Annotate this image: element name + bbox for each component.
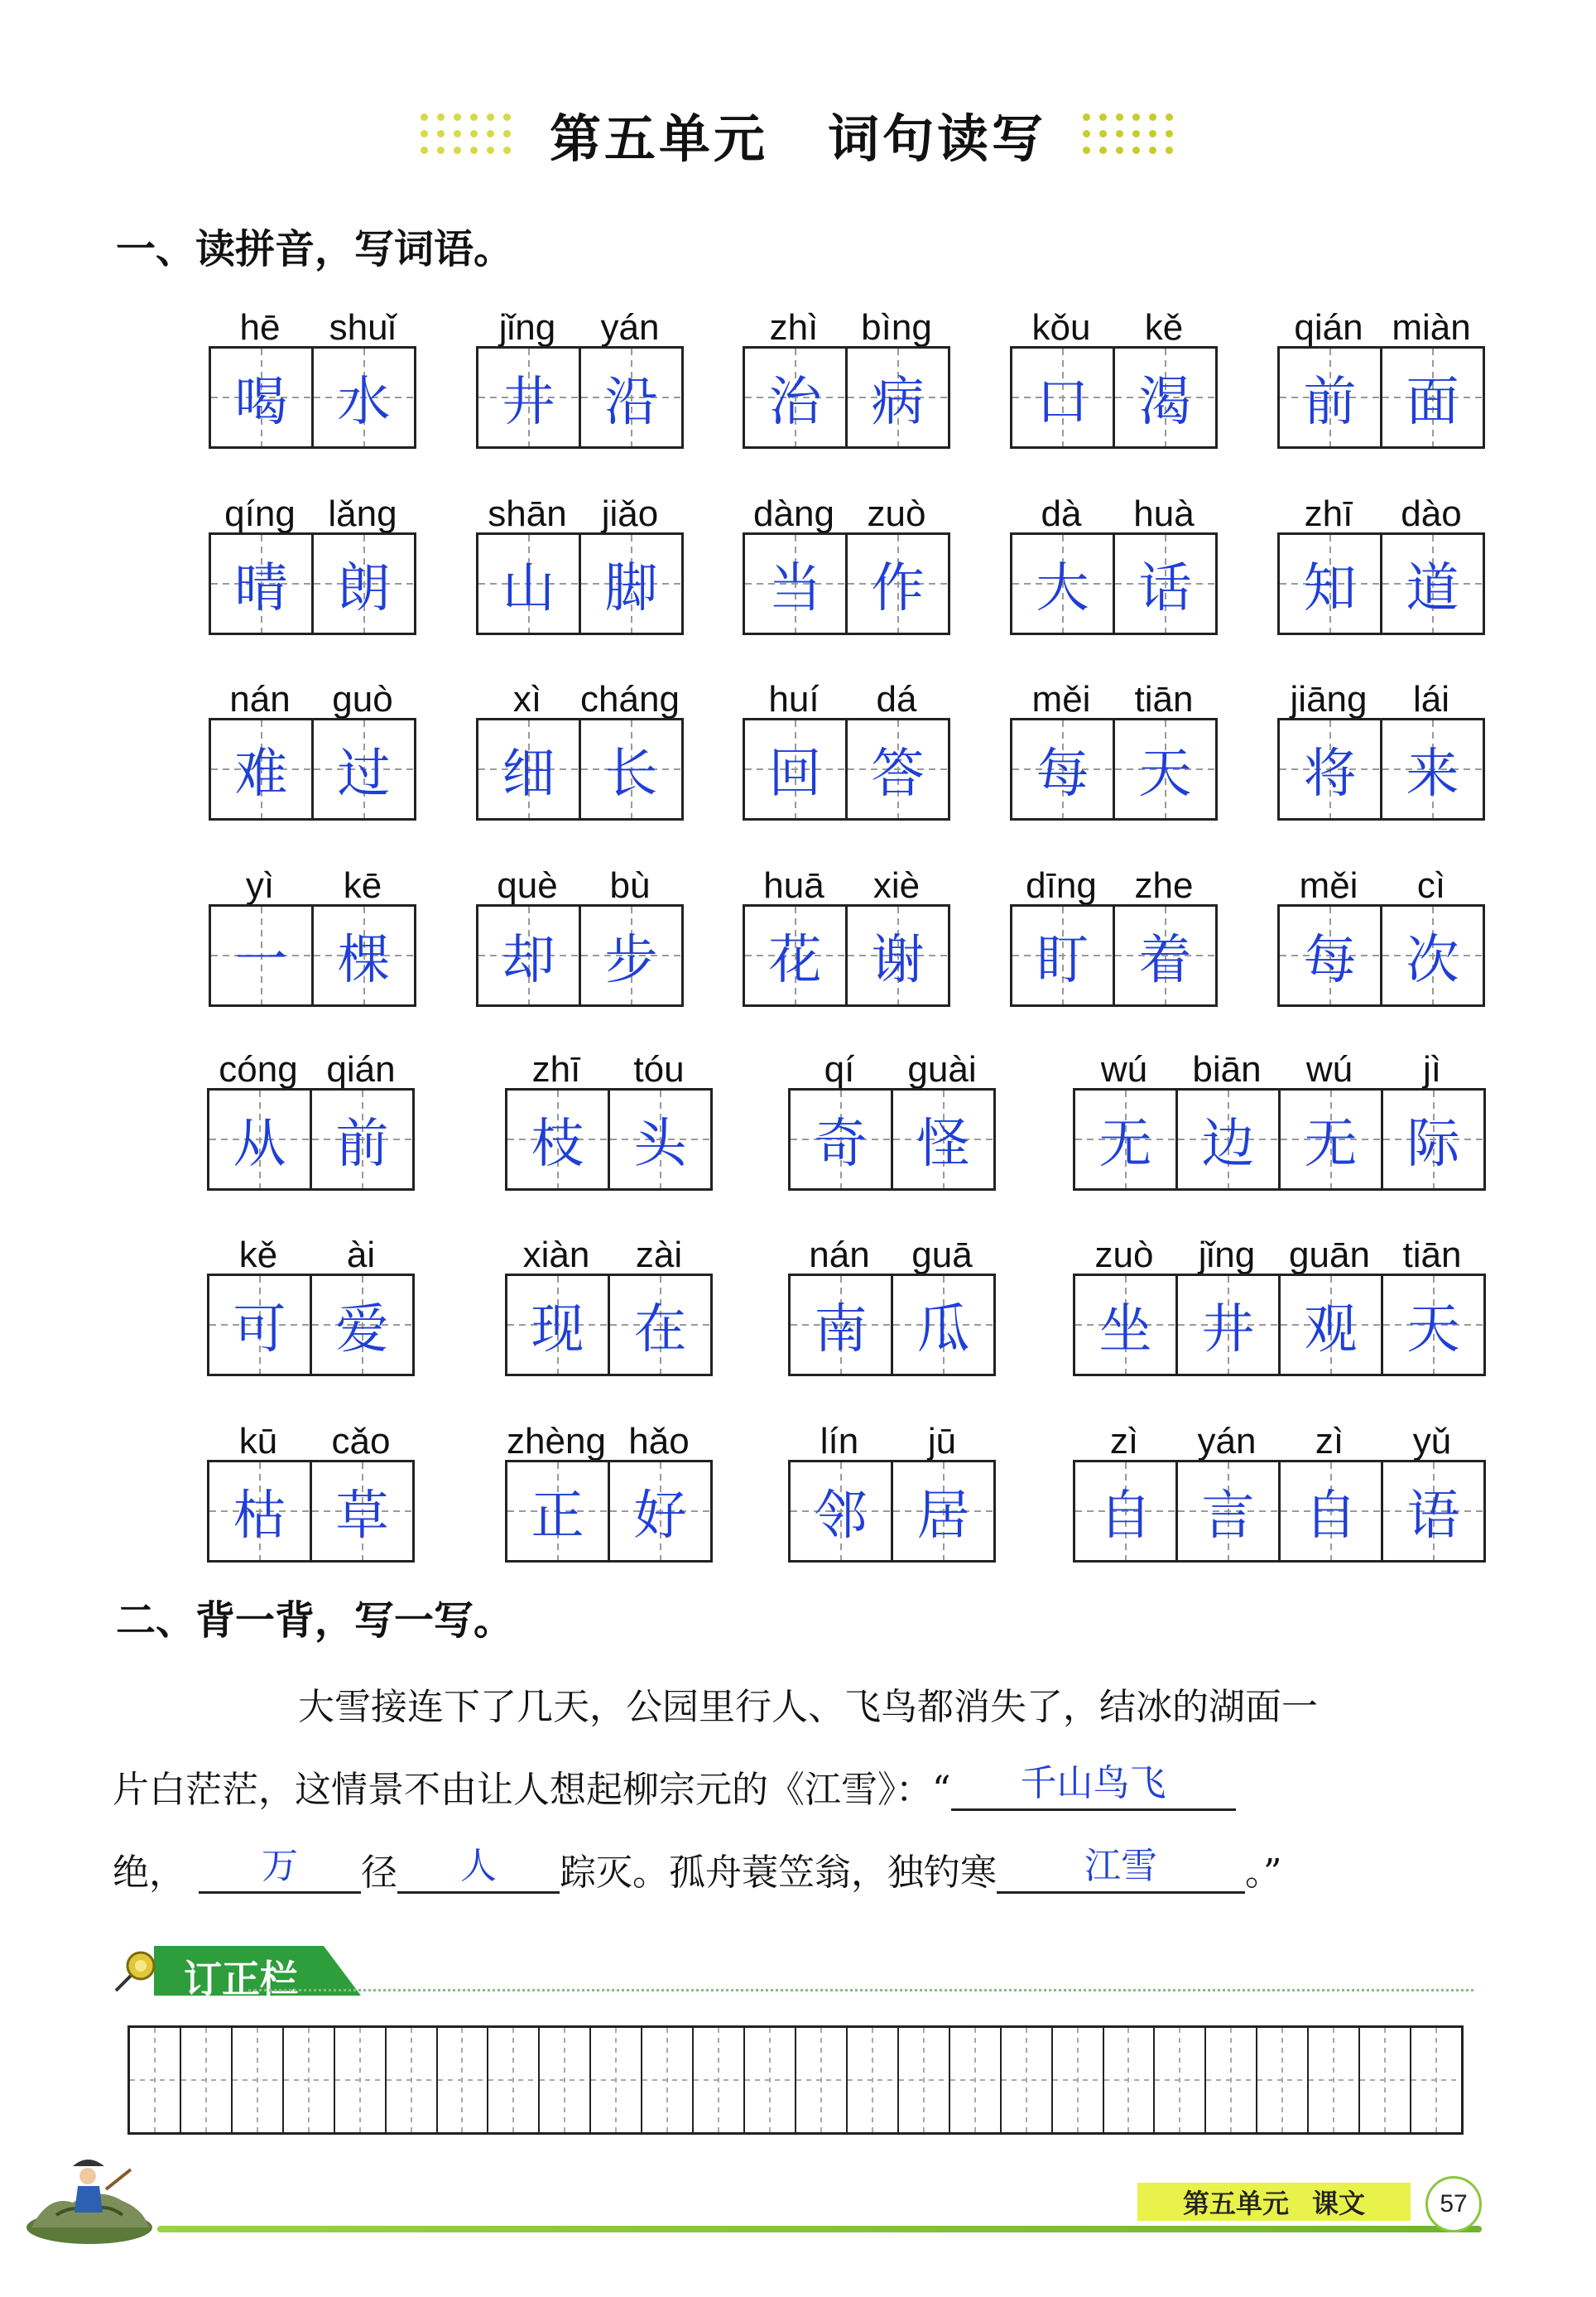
answer-character[interactable]: 次 — [1380, 907, 1483, 1004]
word-item — [207, 1402, 415, 1563]
answer-character[interactable]: 邻 — [791, 1462, 891, 1560]
answer-character[interactable]: 南 — [791, 1276, 891, 1374]
tianzige-boxes[interactable] — [207, 1274, 415, 1376]
pinyin-row — [209, 846, 416, 904]
page-title-bar — [0, 98, 1596, 171]
answer-character[interactable]: 天 — [1113, 720, 1215, 818]
word-item — [505, 1216, 713, 1376]
section1-heading: 一、读拼音，写词语。 — [116, 226, 514, 272]
pinyin-row — [743, 474, 950, 532]
answer-character[interactable]: 天 — [1381, 1276, 1483, 1374]
correction-grid[interactable] — [127, 2025, 1464, 2135]
pinyin-syllable: nán — [229, 679, 291, 720]
tianzige-boxes[interactable] — [209, 532, 416, 635]
correction-divider — [248, 1989, 1473, 1994]
pinyin-row — [207, 1216, 415, 1274]
pinyin-row — [505, 1030, 713, 1088]
answer-character[interactable]: 花 — [745, 907, 845, 1004]
answer-character[interactable]: 枝 — [507, 1091, 608, 1188]
pinyin-syllable: biān — [1192, 1049, 1262, 1090]
word-item — [1010, 660, 1218, 821]
passage-line-3 — [113, 1832, 1480, 1914]
pinyin-row — [1010, 846, 1218, 904]
answer-character[interactable]: 晴 — [211, 535, 311, 633]
tianzige-boxes[interactable] — [505, 1088, 713, 1191]
pinyin-syllable: jiǎo — [601, 494, 659, 534]
pinyin-row — [476, 474, 684, 532]
tianzige-boxes[interactable] — [207, 1460, 415, 1563]
tianzige-boxes[interactable] — [743, 346, 950, 449]
pinyin-row — [788, 1402, 996, 1460]
answer-character[interactable]: 回 — [745, 720, 845, 818]
pinyin-syllable: tiān — [1402, 1235, 1462, 1275]
pinyin-syllable: huā — [763, 865, 824, 906]
correction-cell[interactable] — [538, 2028, 589, 2132]
pinyin-syllable: jū — [927, 1421, 957, 1462]
pinyin-syllable: qí — [824, 1049, 855, 1090]
correction-cell[interactable] — [1358, 2028, 1410, 2132]
tianzige-boxes[interactable] — [1010, 532, 1218, 635]
pinyin-syllable: yǔ — [1412, 1421, 1452, 1462]
word-item — [1277, 660, 1485, 821]
answer-character[interactable]: 井 — [478, 349, 579, 446]
pinyin-syllable: guài — [907, 1049, 977, 1090]
correction-cell[interactable] — [897, 2028, 949, 2132]
word-item — [209, 846, 416, 1007]
answer-character[interactable]: 口 — [1012, 349, 1113, 446]
answer-character[interactable]: 井 — [1175, 1276, 1278, 1374]
decorative-dots-right — [1083, 113, 1175, 157]
pinyin-syllable: cǎo — [331, 1421, 391, 1462]
word-item — [788, 1216, 996, 1376]
correction-cell[interactable] — [949, 2028, 1000, 2132]
tianzige-boxes[interactable] — [1277, 346, 1485, 449]
tianzige-boxes[interactable] — [1277, 718, 1485, 821]
correction-cell[interactable] — [385, 2028, 436, 2132]
passage-text-3a: 绝， — [113, 1852, 185, 1894]
word-item — [476, 846, 684, 1007]
pinyin-syllable: tiān — [1134, 679, 1194, 720]
answer-character[interactable]: 脚 — [579, 535, 681, 633]
pinyin-row — [1073, 1030, 1486, 1088]
pinyin-syllable: zhe — [1134, 865, 1194, 906]
passage-line-1 — [205, 1666, 1480, 1749]
pinyin-syllable: dàng — [753, 494, 834, 534]
pinyin-syllable: lái — [1412, 679, 1450, 720]
answer-character[interactable]: 长 — [579, 720, 681, 818]
answer-character[interactable]: 枯 — [209, 1462, 310, 1560]
word-item — [743, 660, 950, 821]
correction-cell[interactable] — [846, 2028, 897, 2132]
answer-character[interactable]: 将 — [1280, 720, 1380, 818]
answer-character[interactable]: 山 — [478, 535, 579, 633]
answer-character[interactable]: 在 — [608, 1276, 710, 1374]
tianzige-boxes[interactable] — [1277, 904, 1485, 1007]
word-item — [476, 288, 684, 449]
pinyin-syllable: shuǐ — [329, 307, 397, 348]
footer-type: 课文 — [1312, 2188, 1366, 2219]
word-item — [1073, 1402, 1486, 1563]
word-item — [1073, 1030, 1486, 1191]
pinyin-syllable: huí — [768, 679, 820, 720]
tianzige-boxes[interactable] — [1277, 532, 1485, 635]
pinyin-syllable: zuò — [1094, 1235, 1154, 1275]
word-item — [209, 474, 416, 635]
answer-character[interactable]: 步 — [579, 907, 681, 1004]
answer-character[interactable]: 着 — [1113, 907, 1215, 1004]
pinyin-syllable: lǎng — [328, 494, 397, 534]
passage-text-1: 大雪接连下了几天，公园里行人、飞鸟都消失了，结冰的湖面一 — [298, 1686, 1318, 1728]
footer-scenery-icon — [23, 2136, 156, 2244]
title-unit: 第五单元 — [549, 108, 768, 169]
pinyin-syllable: jì — [1423, 1049, 1441, 1090]
pinyin-syllable: jǐng — [498, 307, 556, 348]
correction-cell[interactable] — [334, 2028, 385, 2132]
pinyin-syllable: qián — [1294, 307, 1363, 348]
pinyin-row — [1277, 474, 1485, 532]
word-item — [505, 1030, 713, 1191]
pinyin-row — [209, 474, 416, 532]
tianzige-boxes[interactable] — [209, 904, 416, 1007]
tianzige-boxes[interactable] — [505, 1274, 713, 1376]
pinyin-syllable: bù — [609, 865, 651, 906]
tianzige-boxes[interactable] — [788, 1274, 996, 1376]
correction-cell[interactable] — [1256, 2028, 1307, 2132]
pinyin-syllable: zuò — [867, 494, 926, 534]
answer-character[interactable]: 面 — [1380, 349, 1483, 446]
answer-blank-4[interactable]: 江雪 — [997, 1842, 1245, 1894]
pinyin-syllable: guò — [332, 679, 393, 720]
word-item — [788, 1402, 996, 1563]
pinyin-syllable: què — [497, 865, 558, 906]
answer-character[interactable]: 谢 — [845, 907, 948, 1004]
word-item — [207, 1030, 415, 1191]
answer-character[interactable]: 无 — [1075, 1091, 1175, 1188]
passage-line-2 — [113, 1749, 1480, 1832]
answer-character[interactable]: 奇 — [791, 1091, 891, 1188]
word-item — [209, 288, 416, 449]
page-title — [550, 98, 1046, 171]
answer-character[interactable]: 头 — [608, 1091, 710, 1188]
answer-character[interactable]: 当 — [745, 535, 845, 633]
answer-blank-1[interactable]: 千山鸟飞 — [951, 1759, 1236, 1811]
correction-cell[interactable] — [436, 2028, 488, 2132]
pinyin-syllable: yì — [245, 865, 275, 906]
pinyin-syllable: kē — [343, 865, 382, 906]
pinyin-syllable: kǒu — [1031, 307, 1091, 348]
pinyin-syllable: wú — [1305, 1049, 1353, 1090]
page-number: 57 — [1425, 2176, 1482, 2232]
pinyin-syllable: shān — [488, 494, 567, 534]
answer-character[interactable]: 好 — [608, 1462, 710, 1560]
answer-character[interactable]: 正 — [507, 1462, 608, 1560]
correction-cell[interactable] — [1410, 2028, 1461, 2132]
pinyin-row — [476, 660, 684, 718]
answer-character[interactable]: 际 — [1381, 1091, 1483, 1188]
tianzige-boxes[interactable] — [476, 718, 684, 821]
pinyin-syllable: zhī — [1304, 494, 1353, 534]
pinyin-row — [1010, 660, 1218, 718]
tianzige-boxes[interactable] — [209, 718, 416, 821]
pinyin-syllable: dà — [1041, 494, 1082, 534]
word-item — [1010, 288, 1218, 449]
word-item — [1010, 846, 1218, 1007]
answer-character[interactable]: 草 — [310, 1462, 412, 1560]
tianzige-boxes[interactable] — [476, 532, 684, 635]
answer-character[interactable]: 言 — [1175, 1462, 1278, 1560]
correction-cell[interactable] — [795, 2028, 846, 2132]
answer-character[interactable]: 却 — [478, 907, 579, 1004]
correction-cell[interactable] — [1103, 2028, 1154, 2132]
tianzige-boxes[interactable] — [743, 532, 950, 635]
pinyin-syllable: kě — [238, 1235, 278, 1275]
correction-cell[interactable] — [743, 2028, 795, 2132]
pinyin-syllable: miàn — [1392, 307, 1471, 348]
pinyin-row — [743, 660, 950, 718]
pinyin-row — [1010, 288, 1218, 346]
pinyin-row — [1073, 1402, 1486, 1460]
word-item — [743, 288, 950, 449]
tianzige-boxes[interactable] — [207, 1088, 415, 1191]
pinyin-syllable: zì — [1109, 1421, 1139, 1462]
answer-character[interactable]: 沿 — [579, 349, 681, 446]
pinyin-row — [209, 288, 416, 346]
word-item — [207, 1216, 415, 1376]
answer-character[interactable]: 边 — [1175, 1091, 1278, 1188]
pinyin-row — [476, 288, 684, 346]
correction-cell[interactable] — [1153, 2028, 1204, 2132]
answer-character[interactable]: 瓜 — [891, 1276, 993, 1374]
word-item — [505, 1402, 713, 1563]
word-item — [788, 1030, 996, 1191]
passage-text-3c: 踪灭。孤舟蓑笠翁，独钓寒 — [560, 1852, 997, 1894]
correction-label: 订正栏 — [184, 1957, 298, 2001]
answer-character[interactable]: 前 — [1280, 349, 1380, 446]
answer-character[interactable]: 每 — [1280, 907, 1380, 1004]
tianzige-boxes[interactable] — [1010, 904, 1218, 1007]
footer-rule — [157, 2226, 1482, 2232]
correction-cell[interactable] — [180, 2028, 231, 2132]
pinyin-row — [505, 1216, 713, 1274]
answer-blank-2[interactable]: 万 — [199, 1842, 361, 1894]
pinyin-syllable: hǎo — [628, 1421, 690, 1462]
correction-cell[interactable] — [641, 2028, 692, 2132]
tianzige-boxes[interactable] — [209, 346, 416, 449]
pinyin-syllable: qíng — [224, 494, 296, 534]
answer-character[interactable]: 前 — [310, 1091, 412, 1188]
correction-cell[interactable] — [231, 2028, 282, 2132]
answer-character[interactable]: 居 — [891, 1462, 993, 1560]
answer-character[interactable]: 来 — [1380, 720, 1483, 818]
answer-character[interactable]: 细 — [478, 720, 579, 818]
answer-character[interactable]: 坐 — [1075, 1276, 1175, 1374]
pinyin-syllable: wú — [1100, 1049, 1148, 1090]
decorative-dots-left — [421, 113, 513, 157]
answer-character[interactable]: 观 — [1278, 1276, 1381, 1374]
answer-character[interactable]: 棵 — [311, 907, 414, 1004]
word-item — [1277, 288, 1485, 449]
tianzige-boxes[interactable] — [1073, 1088, 1486, 1191]
correction-cell[interactable] — [692, 2028, 743, 2132]
passage-text-3end: 。” — [1245, 1852, 1282, 1894]
pinyin-syllable: zhèng — [507, 1421, 606, 1462]
tianzige-boxes[interactable] — [1073, 1460, 1486, 1563]
answer-character[interactable]: 可 — [209, 1276, 310, 1374]
tianzige-boxes[interactable] — [505, 1460, 713, 1563]
pinyin-syllable: guān — [1289, 1235, 1370, 1275]
pinyin-syllable: cì — [1416, 865, 1446, 906]
pinyin-syllable: zài — [635, 1235, 683, 1275]
pinyin-syllable: jiāng — [1290, 679, 1368, 720]
pinyin-row — [1277, 660, 1485, 718]
pinyin-row — [743, 288, 950, 346]
pinyin-syllable: qián — [326, 1049, 396, 1090]
pinyin-row — [209, 660, 416, 718]
tianzige-boxes[interactable] — [743, 718, 950, 821]
tianzige-boxes[interactable] — [476, 346, 684, 449]
section2-heading: 二、背一背，写一写。 — [116, 1597, 514, 1644]
correction-cell[interactable] — [1051, 2028, 1103, 2132]
tianzige-boxes[interactable] — [476, 904, 684, 1007]
answer-character[interactable]: 作 — [845, 535, 948, 633]
pinyin-row — [476, 846, 684, 904]
pinyin-syllable: zì — [1315, 1421, 1344, 1462]
pinyin-syllable: huà — [1133, 494, 1195, 534]
pinyin-syllable: hē — [239, 307, 281, 348]
word-item — [1277, 474, 1485, 635]
word-item — [1073, 1216, 1486, 1376]
answer-character[interactable]: 难 — [211, 720, 311, 818]
correction-cell[interactable] — [1307, 2028, 1358, 2132]
answer-character[interactable]: 话 — [1113, 535, 1215, 633]
answer-character[interactable]: 语 — [1381, 1462, 1483, 1560]
correction-cell[interactable] — [282, 2028, 334, 2132]
pinyin-syllable: yán — [1197, 1421, 1257, 1462]
answer-character[interactable]: 答 — [845, 720, 948, 818]
passage-text-2: 片白茫茫，这情景不由让人想起柳宗元的《江雪》：“ — [113, 1769, 951, 1811]
pinyin-row — [1277, 846, 1485, 904]
word-item — [1277, 846, 1485, 1007]
tianzige-boxes[interactable] — [788, 1088, 996, 1191]
answer-character[interactable]: 自 — [1075, 1462, 1175, 1560]
answer-character[interactable]: 盯 — [1012, 907, 1113, 1004]
title-topic: 词句读写 — [828, 108, 1047, 169]
pinyin-syllable: dīng — [1026, 865, 1097, 906]
pinyin-syllable: lín — [820, 1421, 859, 1462]
answer-character[interactable]: 渴 — [1113, 349, 1215, 446]
answer-character[interactable]: 一 — [211, 907, 311, 1004]
answer-character[interactable]: 自 — [1278, 1462, 1381, 1560]
tianzige-boxes[interactable] — [788, 1460, 996, 1563]
word-item — [743, 846, 950, 1007]
pinyin-row — [207, 1030, 415, 1088]
pinyin-row — [1073, 1216, 1486, 1274]
answer-character[interactable]: 怪 — [891, 1091, 993, 1188]
passage-text-3b: 径 — [361, 1852, 397, 1894]
pinyin-syllable: bìng — [861, 307, 932, 348]
answer-character[interactable]: 大 — [1012, 535, 1113, 633]
word-item — [1010, 474, 1218, 635]
pinyin-syllable: zhī — [531, 1049, 581, 1090]
pinyin-syllable: nán — [809, 1235, 870, 1275]
answer-character[interactable]: 朗 — [311, 535, 414, 633]
correction-header — [113, 1946, 361, 2001]
pinyin-syllable: zhì — [769, 307, 819, 348]
answer-character[interactable]: 病 — [845, 349, 948, 446]
answer-character[interactable]: 知 — [1280, 535, 1380, 633]
answer-character[interactable]: 每 — [1012, 720, 1113, 818]
answer-character[interactable]: 水 — [311, 349, 414, 446]
pinyin-syllable: měi — [1299, 865, 1358, 906]
word-item — [476, 474, 684, 635]
answer-blank-3[interactable]: 人 — [397, 1842, 560, 1894]
pinyin-row — [505, 1402, 713, 1460]
answer-character[interactable]: 过 — [311, 720, 414, 818]
pinyin-syllable: jǐng — [1198, 1235, 1256, 1275]
pinyin-syllable: guā — [911, 1235, 973, 1275]
pinyin-row — [788, 1216, 996, 1274]
poem-passage — [113, 1666, 1480, 1914]
answer-character[interactable]: 治 — [745, 349, 845, 446]
pinyin-syllable: cóng — [219, 1049, 298, 1090]
pinyin-row — [1277, 288, 1485, 346]
footer-unit: 第五单元 — [1182, 2188, 1289, 2219]
pinyin-syllable: cháng — [580, 679, 680, 720]
pinyin-syllable: xiè — [873, 865, 921, 906]
pinyin-row — [207, 1402, 415, 1460]
answer-character[interactable]: 爱 — [310, 1276, 412, 1374]
tianzige-boxes[interactable] — [743, 904, 950, 1007]
answer-character[interactable]: 喝 — [211, 349, 311, 446]
word-item — [476, 660, 684, 821]
footer-label — [1137, 2183, 1411, 2221]
word-item — [743, 474, 950, 635]
pinyin-syllable: xì — [512, 679, 542, 720]
pinyin-syllable: kě — [1144, 307, 1184, 348]
correction-cell[interactable] — [1000, 2028, 1051, 2132]
answer-character[interactable]: 道 — [1380, 535, 1483, 633]
correction-cell[interactable] — [589, 2028, 641, 2132]
pinyin-syllable: tóu — [633, 1049, 685, 1090]
word-item — [209, 660, 416, 821]
answer-character[interactable]: 无 — [1278, 1091, 1381, 1188]
pinyin-syllable: ài — [346, 1235, 376, 1275]
pinyin-syllable: yán — [600, 307, 660, 348]
pinyin-syllable: xiàn — [522, 1235, 590, 1275]
pinyin-row — [788, 1030, 996, 1088]
tianzige-boxes[interactable] — [1073, 1274, 1486, 1376]
pinyin-syllable: dá — [876, 679, 917, 720]
pinyin-row — [743, 846, 950, 904]
pinyin-syllable: kū — [238, 1421, 278, 1462]
tianzige-boxes[interactable] — [1010, 346, 1218, 449]
pushpin-icon — [113, 1948, 159, 1994]
pinyin-row — [1010, 474, 1218, 532]
pinyin-syllable: dào — [1401, 494, 1462, 534]
answer-character[interactable]: 现 — [507, 1276, 608, 1374]
tianzige-boxes[interactable] — [1010, 718, 1218, 821]
correction-cell[interactable] — [487, 2028, 538, 2132]
correction-cell[interactable] — [130, 2028, 180, 2132]
correction-cell[interactable] — [1204, 2028, 1256, 2132]
pinyin-syllable: měi — [1031, 679, 1091, 720]
answer-character[interactable]: 从 — [209, 1091, 310, 1188]
